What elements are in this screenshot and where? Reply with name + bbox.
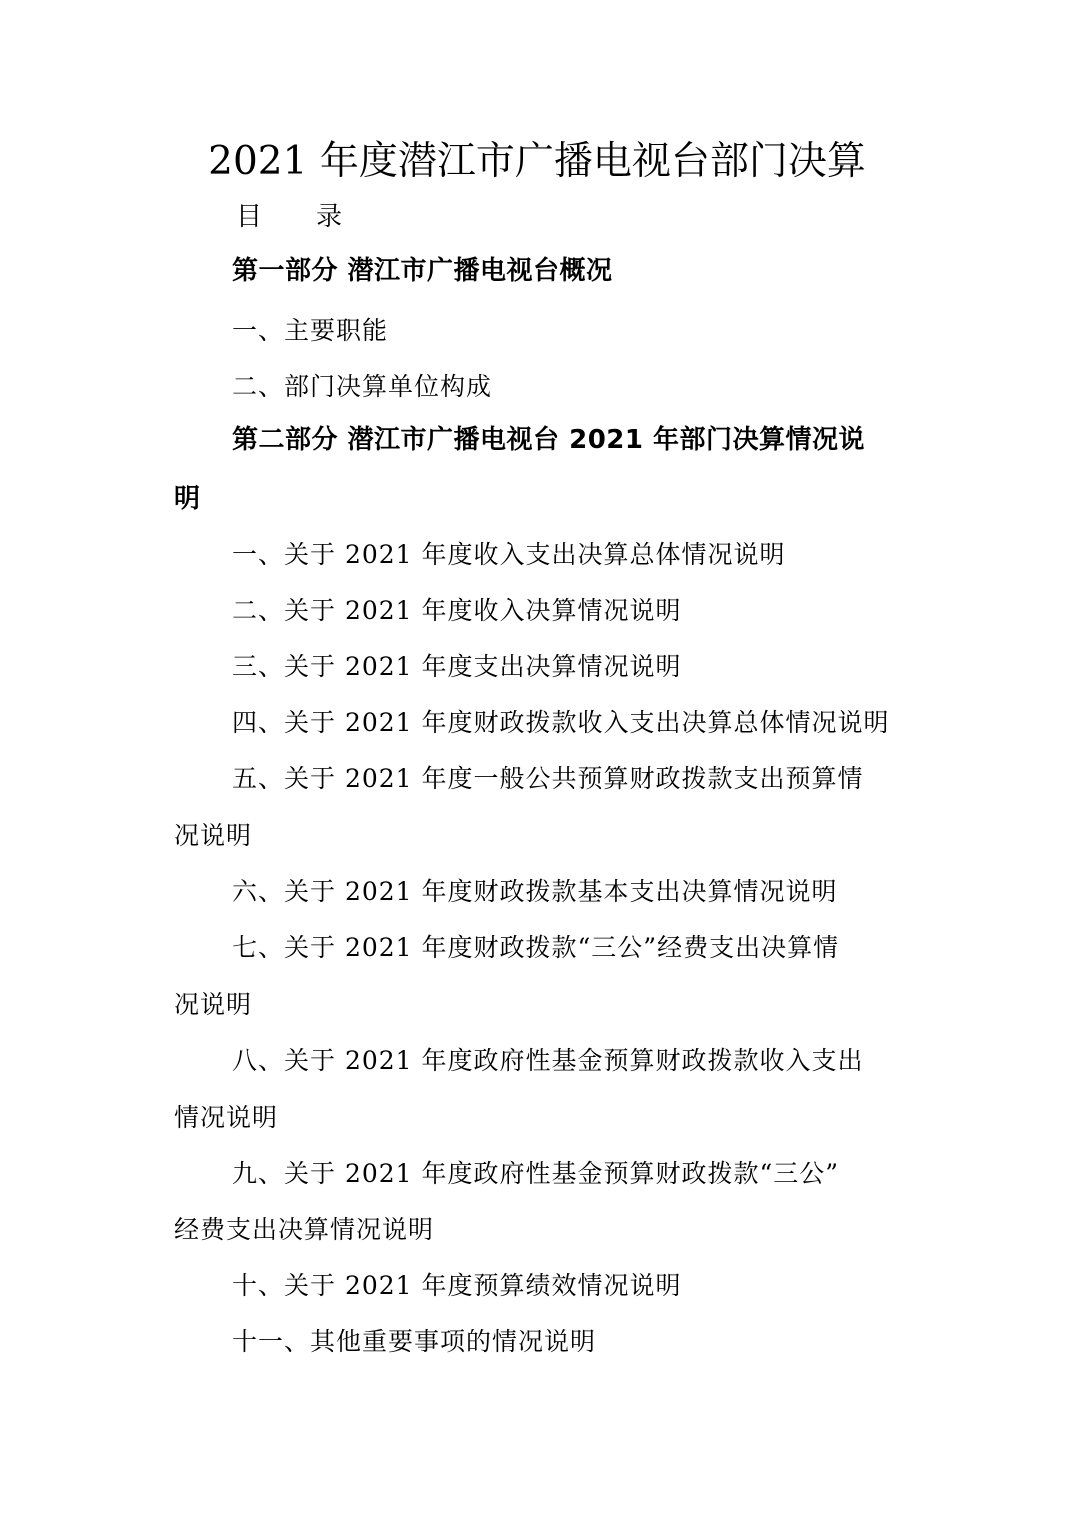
toc-item: 十、关于 2021 年度预算绩效情况说明 [232, 1271, 682, 1300]
toc-item-continued: 况说明 [174, 821, 253, 850]
toc-item: 六、关于 2021 年度财政拨款基本支出决算情况说明 [232, 877, 838, 906]
toc-item: 二、部门决算单位构成 [232, 372, 493, 401]
toc-item: 一、关于 2021 年度收入支出决算总体情况说明 [232, 540, 786, 569]
toc-item: 五、关于 2021 年度一般公共预算财政拨款支出预算情 [232, 764, 864, 793]
toc-item: 三、关于 2021 年度支出决算情况说明 [232, 652, 682, 681]
toc-item: 九、关于 2021 年度政府性基金预算财政拨款“三公” [232, 1159, 840, 1188]
toc-heading-right: 录 [316, 202, 343, 232]
toc-heading-left: 目 [236, 202, 263, 232]
toc-item: 八、关于 2021 年度政府性基金预算财政拨款收入支出 [232, 1046, 864, 1075]
toc-part-one: 第一部分 潜江市广播电视台概况 [232, 256, 613, 286]
toc-item-continued: 情况说明 [174, 1103, 279, 1132]
toc-item: 四、关于 2021 年度财政拨款收入支出决算总体情况说明 [232, 708, 890, 737]
toc-heading [236, 200, 342, 234]
toc-item-continued: 况说明 [174, 990, 253, 1019]
toc-item: 七、关于 2021 年度财政拨款“三公”经费支出决算情 [232, 933, 840, 962]
toc-item: 十一、其他重要事项的情况说明 [232, 1327, 597, 1356]
toc-item: 二、关于 2021 年度收入决算情况说明 [232, 596, 682, 625]
toc-item-continued: 经费支出决算情况说明 [174, 1215, 435, 1244]
toc-part-two: 第二部分 潜江市广播电视台 2021 年部门决算情况说 [232, 425, 866, 455]
document-title: 2021 年度潜江市广播电视台部门决算 [208, 139, 866, 184]
toc-item: 一、主要职能 [232, 316, 389, 345]
toc-part-two-continued: 明 [174, 484, 201, 514]
